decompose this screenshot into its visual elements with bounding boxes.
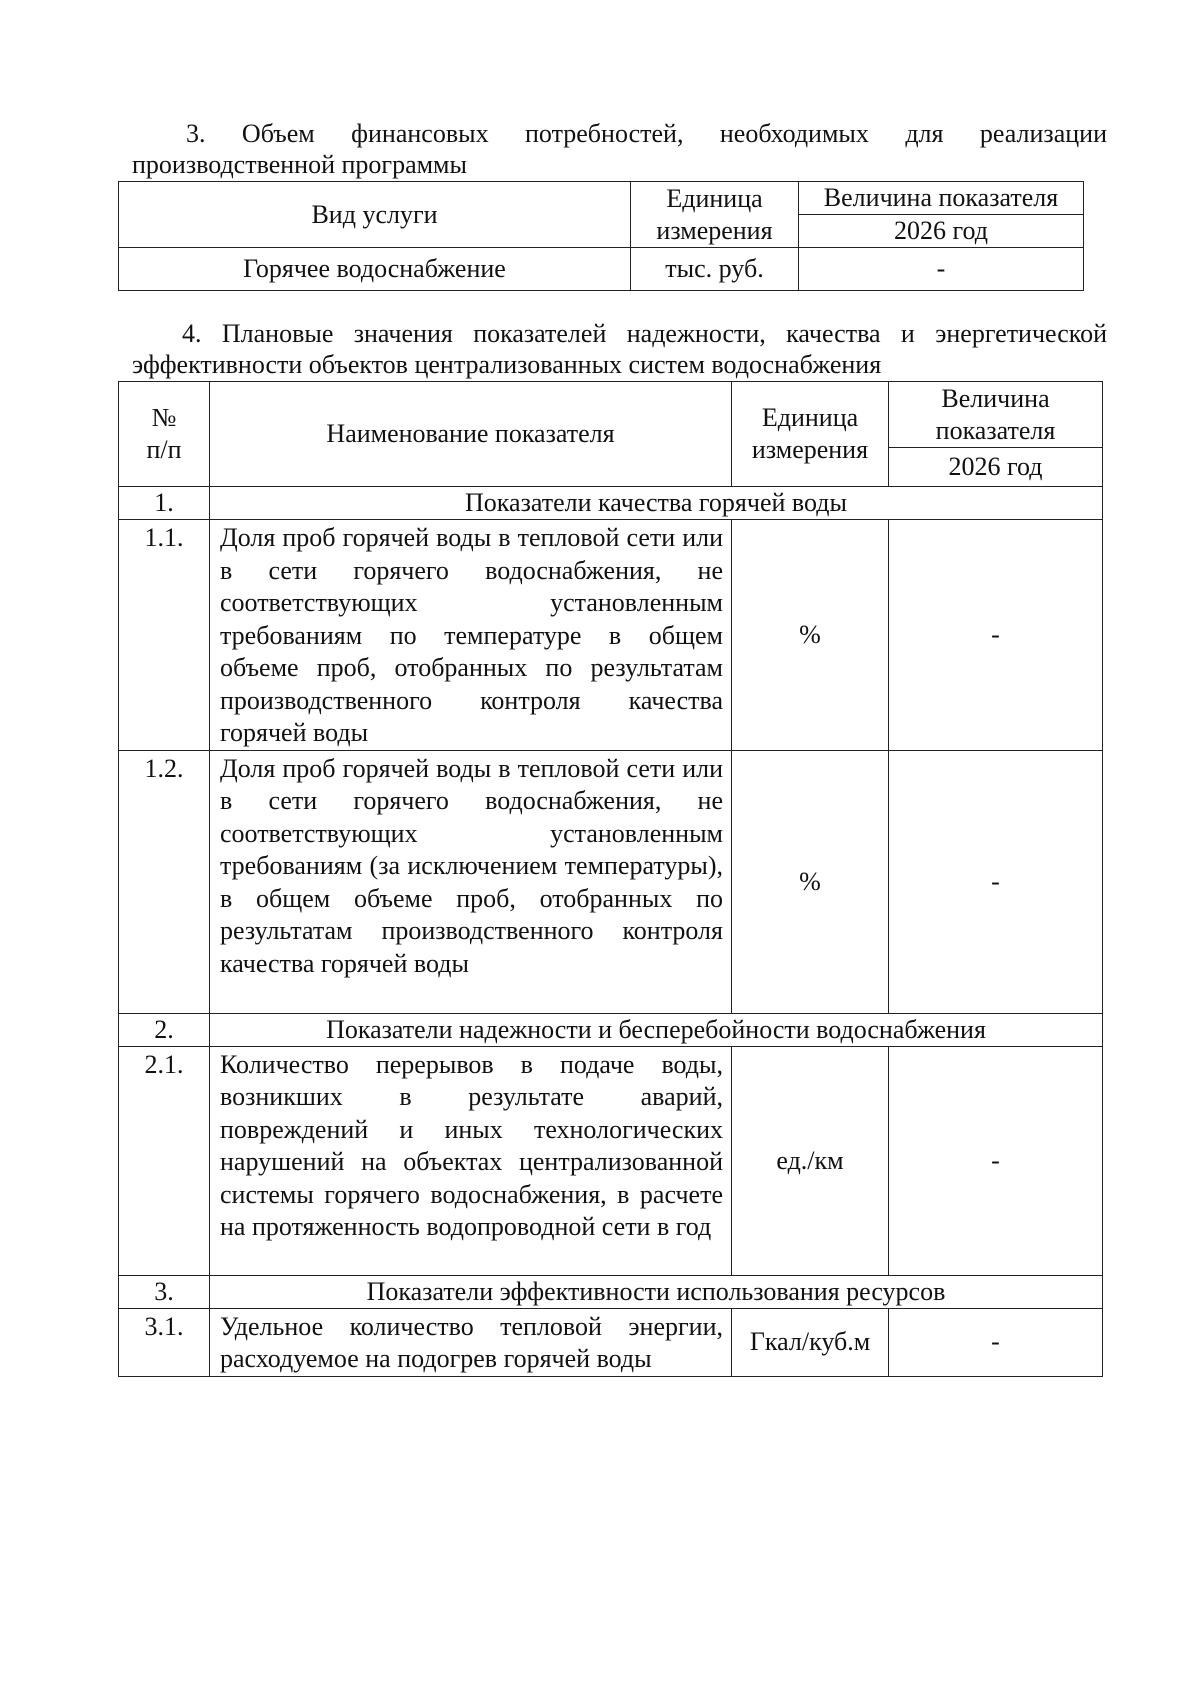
row-num: 3.1. [119, 1308, 210, 1376]
table-row [119, 248, 1084, 291]
group-num: 2. [119, 1013, 210, 1046]
indicators-table [118, 381, 1103, 1377]
section4-heading: 4. Плановые значения показателей надежности, качества и энергетической эффективности объектов централизованных систем водоснабжения [132, 319, 1107, 379]
group-title: Показатели эффективности использования ресурсов [210, 1275, 1103, 1308]
header-value: Величина показателя [799, 182, 1084, 215]
service-cell: Горячее водоснабжение [119, 248, 631, 291]
table-row [119, 520, 1103, 751]
group-num: 3. [119, 1275, 210, 1308]
financial-needs-table [118, 181, 1084, 291]
row-value: - [889, 1308, 1103, 1376]
table-row [119, 1308, 1103, 1376]
row-num: 1.1. [119, 520, 210, 751]
row-name: Удельное количество тепловой энергии, расходуемое на подогрев горячей воды [210, 1308, 732, 1376]
row-value: - [889, 520, 1103, 751]
group-title: Показатели качества горячей воды [210, 487, 1103, 520]
row-name: Доля проб горячей воды в тепловой сети или в сети горячего водоснабжения, не соответствующих установленным требованиям (за исключением температуры), в общем объеме проб, отобранных по результатам производственного контроля качества горячей воды [210, 750, 732, 1013]
header-service: Вид услуги [119, 182, 631, 248]
header-year: 2026 год [799, 215, 1084, 248]
row-num: 2.1. [119, 1046, 210, 1275]
row-unit: % [732, 520, 889, 751]
header-year: 2026 год [889, 448, 1103, 487]
table-row [119, 750, 1103, 1013]
unit-cell: тыс. руб. [631, 248, 799, 291]
group-title: Показатели надежности и бесперебойности водоснабжения [210, 1013, 1103, 1046]
header-unit: Единица измерения [732, 382, 889, 487]
header-unit: Единица измерения [631, 182, 799, 248]
group-row [119, 1275, 1103, 1308]
row-num: 1.2. [119, 750, 210, 1013]
header-name: Наименование показателя [210, 382, 732, 487]
row-value: - [889, 1046, 1103, 1275]
header-value: Величина показателя [889, 382, 1103, 448]
row-unit: % [732, 750, 889, 1013]
row-value: - [889, 750, 1103, 1013]
section3-heading: 3. Объем финансовых потребностей, необходимых для реализации производственной программы [132, 119, 1107, 179]
row-name: Количество перерывов в подаче воды, возникших в результате аварий, повреждений и иных технологических нарушений на объектах централизованной системы горячего водоснабжения, в расчете на протяженность водопроводной сети в год [210, 1046, 732, 1275]
row-unit: ед./км [732, 1046, 889, 1275]
header-num: № п/п [119, 382, 210, 487]
value-cell: - [799, 248, 1084, 291]
row-name: Доля проб горячей воды в тепловой сети или в сети горячего водоснабжения, не соответствующих установленным требованиям по температуре в общем объеме проб, отобранных по результатам производственного контроля качества горячей воды [210, 520, 732, 751]
group-row [119, 487, 1103, 520]
table-row [119, 1046, 1103, 1275]
row-unit: Гкал/куб.м [732, 1308, 889, 1376]
group-num: 1. [119, 487, 210, 520]
group-row [119, 1013, 1103, 1046]
